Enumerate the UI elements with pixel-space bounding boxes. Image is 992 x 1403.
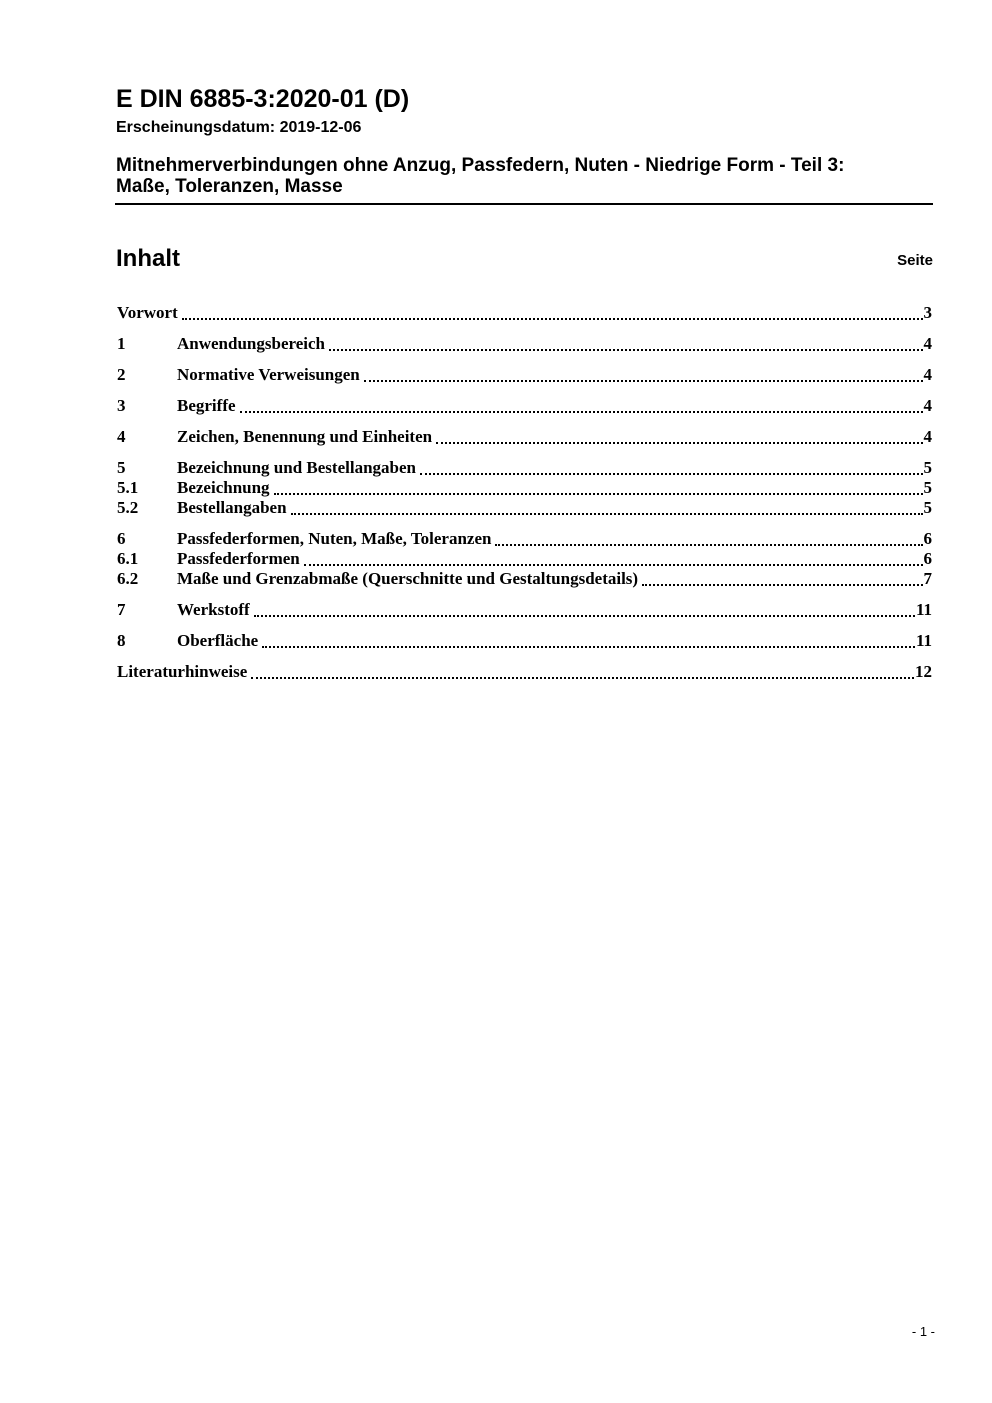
toc-row-7 (117, 600, 932, 620)
heading-divider-rule (115, 203, 933, 205)
toc-entry-page: 7 (923, 569, 932, 588)
toc-leader-dots (416, 458, 924, 478)
toc-entry-number: 4 (117, 427, 126, 446)
toc-leader-dots (258, 631, 916, 651)
toc-row-8 (117, 631, 932, 651)
toc-row-vorwort (117, 303, 932, 323)
toc-entry-page: 11 (915, 600, 932, 619)
toc-leader-dots (360, 365, 924, 385)
toc-entry-number: 6 (117, 529, 126, 548)
toc-row-4 (117, 427, 932, 447)
toc-entry-label: Anwendungsbereich (177, 334, 325, 353)
toc-row-1 (117, 334, 932, 354)
toc-entry-number: 6.2 (117, 569, 139, 588)
toc-entry-page: 3 (923, 303, 932, 322)
doc-subject-heading (116, 155, 946, 197)
toc-entry-label: Bezeichnung und Bestellangaben (177, 458, 416, 477)
toc-entry-number: 5.2 (117, 498, 139, 517)
toc-entry-page: 4 (923, 365, 932, 384)
toc-entry-page: 11 (915, 631, 932, 650)
toc-leader-dots (287, 498, 924, 518)
toc-leader-dots (178, 303, 924, 323)
toc-entry-number: 3 (117, 396, 126, 415)
toc-leader-dots (300, 549, 924, 569)
toc-row-6-1 (117, 549, 932, 569)
toc-entry-label: Maße und Grenzabmaße (Querschnitte und Gestaltungsdetails) (177, 569, 639, 588)
toc-entry-label: Passfederformen (177, 549, 300, 568)
toc-entry-page: 6 (923, 549, 932, 568)
toc-entry-page: 5 (923, 458, 932, 477)
toc-row-6-2 (117, 569, 932, 589)
toc-entry-page: 6 (923, 529, 932, 548)
toc-row-3 (117, 396, 932, 416)
toc-entry-number: 2 (117, 365, 126, 384)
toc-row-2 (117, 365, 932, 385)
toc-entry-label: Literaturhinweise (117, 662, 248, 681)
toc-entry-label: Bestellangaben (177, 498, 287, 517)
toc-leader-dots (270, 478, 924, 498)
toc-entry-number: 6.1 (117, 549, 139, 568)
toc-entry-page: 4 (923, 427, 932, 446)
toc-row-5-2 (117, 498, 932, 518)
toc-leader-dots (491, 529, 923, 549)
toc-entry-page: 4 (923, 334, 932, 353)
toc-entry-label: Vorwort (117, 303, 178, 322)
table-of-contents (117, 303, 932, 682)
toc-leader-dots (250, 600, 916, 620)
toc-page-column-label: Seite (897, 252, 933, 269)
toc-entry-label: Begriffe (177, 396, 236, 415)
toc-entry-number: 5 (117, 458, 126, 477)
toc-entry-label: Bezeichnung (177, 478, 270, 497)
toc-title: Inhalt (116, 245, 180, 272)
doc-subject-line-1: Mitnehmerverbindungen ohne Anzug, Passfedern, Nuten - Niedrige Form - Teil 3: (116, 155, 845, 176)
page-number-footer: - 1 - (911, 1324, 935, 1339)
toc-entry-label: Werkstoff (177, 600, 250, 619)
toc-entry-page: 4 (923, 396, 932, 415)
publication-date: Erscheinungsdatum: 2019-12-06 (116, 119, 362, 136)
toc-leader-dots (247, 662, 915, 682)
toc-row-6 (117, 529, 932, 549)
toc-entry-page: 5 (923, 478, 932, 497)
toc-row-5-1 (117, 478, 932, 498)
toc-leader-dots (638, 569, 923, 589)
toc-entry-number: 7 (117, 600, 126, 619)
toc-entry-number: 5.1 (117, 478, 139, 497)
toc-leader-dots (325, 334, 924, 354)
toc-leader-dots (236, 396, 924, 416)
toc-entry-label: Normative Verweisungen (177, 365, 360, 384)
toc-entry-page: 5 (923, 498, 932, 517)
toc-entry-label: Zeichen, Benennung und Einheiten (177, 427, 433, 446)
toc-leader-dots (432, 427, 923, 447)
doc-subject-line-2: Maße, Toleranzen, Masse (116, 176, 343, 197)
toc-row-5 (117, 458, 932, 478)
toc-entry-label: Passfederformen, Nuten, Maße, Toleranzen (177, 529, 492, 548)
toc-row-literaturhinweise (117, 662, 932, 682)
toc-entry-page: 12 (915, 662, 932, 681)
toc-entry-label: Oberfläche (177, 631, 259, 650)
toc-entry-number: 8 (117, 631, 126, 650)
doc-title: E DIN 6885-3:2020-01 (D) (116, 85, 410, 113)
toc-entry-number: 1 (117, 334, 126, 353)
